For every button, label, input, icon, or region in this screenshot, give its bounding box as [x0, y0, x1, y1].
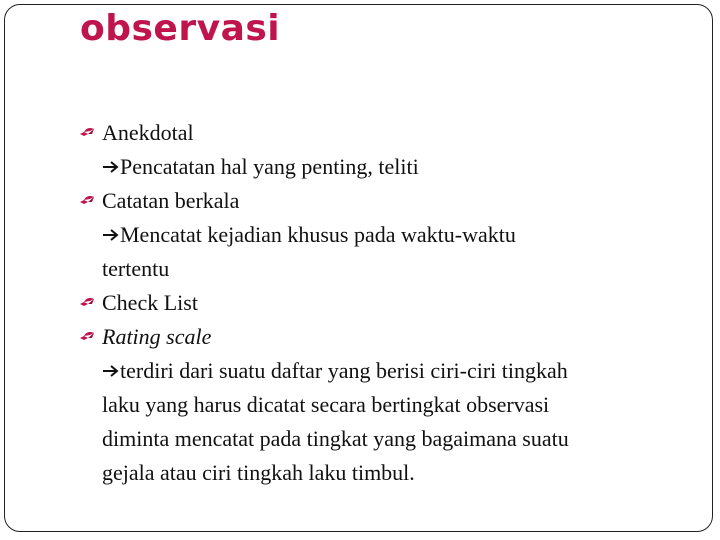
item-label: Mencatat kejadian khusus pada waktu-waktu — [120, 222, 516, 247]
item-label: Rating scale — [102, 324, 212, 349]
arrow-right-icon — [102, 157, 120, 177]
bullet-icon — [78, 122, 98, 142]
arrow-right-icon — [102, 361, 120, 381]
item-label: Pencatatan hal yang penting, teliti — [120, 154, 419, 179]
sub-item-terdiri-line2 — [78, 388, 678, 422]
bullet-icon — [78, 292, 98, 312]
item-label-continued: tertentu — [102, 256, 170, 281]
item-label: terdiri dari suatu daftar yang berisi ciri-ciri tingkah — [120, 358, 568, 383]
item-label-continued: diminta mencatat pada tingkat yang bagaimana suatu — [102, 426, 569, 451]
sub-item-terdiri-line3 — [78, 422, 678, 456]
item-label-continued: gejala atau ciri tingkah laku timbul. — [102, 460, 415, 485]
bullet-item-rating-scale — [78, 320, 678, 354]
item-label: Check List — [102, 290, 198, 315]
item-label-continued: laku yang harus dicatat secara bertingkat observasi — [102, 392, 550, 417]
bullet-item-anekdotal — [78, 116, 678, 150]
sub-item-mencatat-line1 — [78, 218, 678, 252]
bullet-icon — [78, 190, 98, 210]
arrow-right-icon — [102, 225, 120, 245]
slide-content — [78, 116, 678, 490]
bullet-item-check-list — [78, 286, 678, 320]
item-label: Catatan berkala — [102, 188, 240, 213]
item-label: Anekdotal — [102, 120, 194, 145]
sub-item-pencatatan — [78, 150, 678, 184]
bullet-icon — [78, 326, 98, 346]
sub-item-terdiri-line1 — [78, 354, 678, 388]
slide-title: observasi — [80, 8, 281, 49]
bullet-item-catatan-berkala — [78, 184, 678, 218]
sub-item-mencatat-line2 — [78, 252, 678, 286]
sub-item-terdiri-line4 — [78, 456, 678, 490]
